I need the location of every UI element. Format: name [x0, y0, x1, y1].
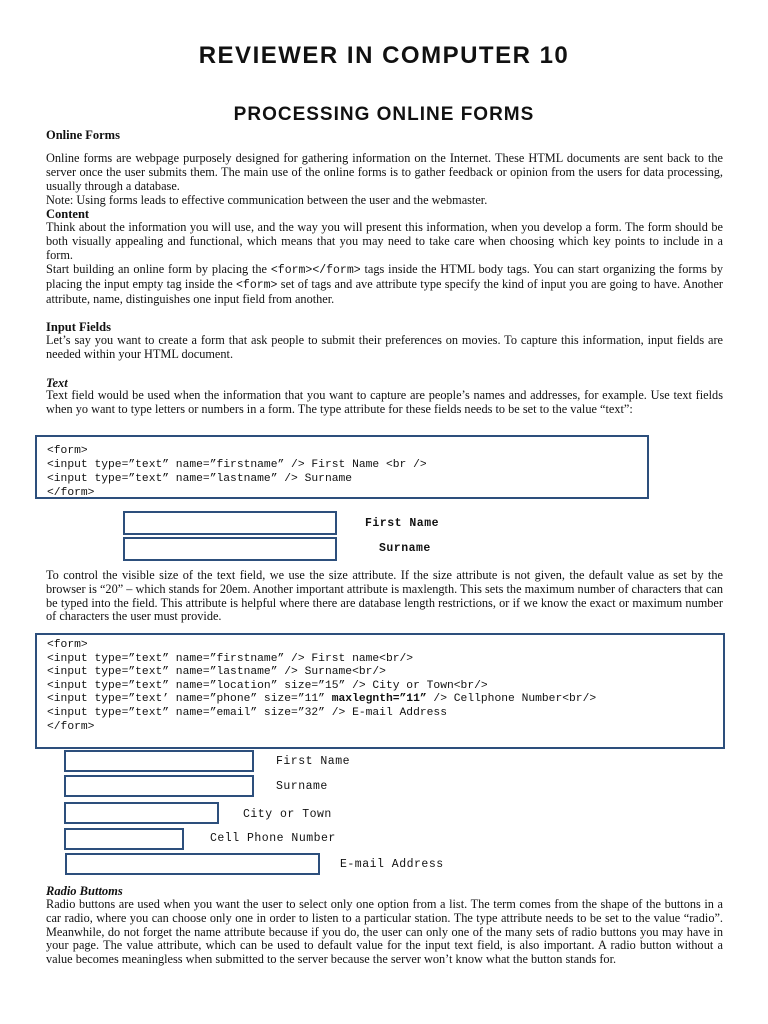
cell-phone-label: Cell Phone Number	[210, 832, 336, 845]
code-segment: <input type=”text’ name=”phone” size=”11”	[47, 693, 332, 705]
note-text: Note: Using forms leads to effective communication between the user and the webmaster.	[46, 193, 488, 207]
paragraph-content-2	[46, 263, 723, 306]
paragraph-content-1: Think about the information you will use, and the way you will present this information, when you develop a form. The form should be both visually appealing and functional, which means that you may need to take care when choosing which key points to include in a form.	[46, 220, 723, 262]
form-open-tag-inline: <form>	[236, 278, 278, 292]
paragraph-input-fields: Let’s say you want to create a form that ask people to submit their preferences on movies. To capture this information, input fields are needed within your HTML document.	[46, 333, 723, 361]
section-heading-text: Text	[46, 376, 68, 390]
paragraph-radio: Radio buttons are used when you want the user to select only one option from a list. The term comes from the shape of the buttons in a car radio, where you can choose only one in order to listen to a particular station. The type attribute needs to be set to the value “radio”. Meanwhile, do not forget the name attribute because if you do, the user can only one of the many sets of radio buttons you may have in your page. The value attribute, which can be used to default value for the input text field, is also important. A radio button without a value becomes meaningless when submitted to the server because the server won’t know what the button stands for.	[46, 897, 723, 967]
content-text-b: tags inside the HTML body tags. You can start organizing the forms by placing the input empty tag inside the	[46, 262, 724, 291]
first-name-field[interactable]	[64, 750, 254, 772]
first-name-field[interactable]	[123, 511, 337, 535]
code-line: <input type=”text” name=”firstname” /> First Name <br />	[47, 459, 427, 471]
section-heading-online-forms: Online Forms	[46, 128, 120, 142]
page-subtitle: PROCESSING ONLINE FORMS	[233, 104, 535, 125]
content-text-a: Start building an online form by placing the	[46, 262, 268, 276]
paragraph-size: To control the visible size of the text field, we use the size attribute. If the size attribute is not given, the default value as set by the browser is “20” – which stands for 20em. Another important attribute is maxlength. This sets the maximum number of characters that can be typed into the field. This attribute is helpful where there are database length restrictions, or if we know the exact or maximum number of characters the user must provide.	[46, 568, 723, 624]
section-heading-radio: Radio Buttoms	[46, 884, 123, 898]
page-title: REVIEWER IN COMPUTER 10	[198, 42, 570, 69]
code-box-2	[35, 633, 725, 749]
surname-label: Surname	[379, 542, 431, 555]
code-line: <form>	[47, 639, 88, 651]
code-segment-bold: maxlegnth=”11”	[331, 693, 427, 705]
email-label: E-mail Address	[340, 858, 444, 871]
email-field[interactable]	[65, 853, 320, 875]
first-name-label: First Name	[276, 755, 351, 768]
surname-field[interactable]	[64, 775, 254, 797]
paragraph-online-forms: Online forms are webpage purposely designed for gathering information on the Internet. These HTML documents are sent back to the server once the user submits them. The main use of the online forms is to gather feedback or opinion from the users for data processing, usually through a database.	[46, 151, 723, 193]
code-line: <input type=”text” name=”firstname” /> First name<br/>	[47, 653, 414, 665]
code-line: <input type=”text” name=”lastname” /> Surname<br/>	[47, 666, 386, 678]
first-name-label: First Name	[365, 517, 440, 530]
code-line: </form>	[47, 721, 95, 733]
form-tag-inline: <form></form>	[270, 264, 361, 277]
section-heading-input-fields: Input Fields	[46, 320, 111, 334]
code-line: <input type=”text” name=”location” size=”15” /> City or Town<br/>	[47, 680, 488, 692]
code-box-1	[35, 435, 649, 499]
surname-field[interactable]	[123, 537, 337, 561]
code-line: <form>	[47, 445, 88, 457]
content-text-c: set of tags and ave attribute type specify the kind of input you are going to have. Another attribute, name, distinguishes one input field from another.	[46, 276, 723, 306]
cell-phone-field[interactable]	[64, 828, 184, 850]
code-segment: /> Cellphone Number<br/>	[426, 693, 597, 705]
code-line: <input type=”text” name=”email” size=”32” /> E-mail Address	[47, 707, 447, 719]
city-field[interactable]	[64, 802, 219, 824]
section-heading-content: Content	[46, 207, 90, 221]
code-line: <input type=”text” name=”lastname” /> Surname	[47, 473, 353, 485]
surname-label: Surname	[276, 780, 328, 793]
city-label: City or Town	[243, 808, 332, 821]
code-line	[47, 693, 596, 707]
code-line: </form>	[47, 487, 95, 499]
paragraph-text: Text field would be used when the information that you want to capture are people’s names and addresses, for example. Use text fields when yo want to type letters or numbers in a form. The type attribute for these fields needs to be set to the value “text”:	[46, 388, 723, 416]
